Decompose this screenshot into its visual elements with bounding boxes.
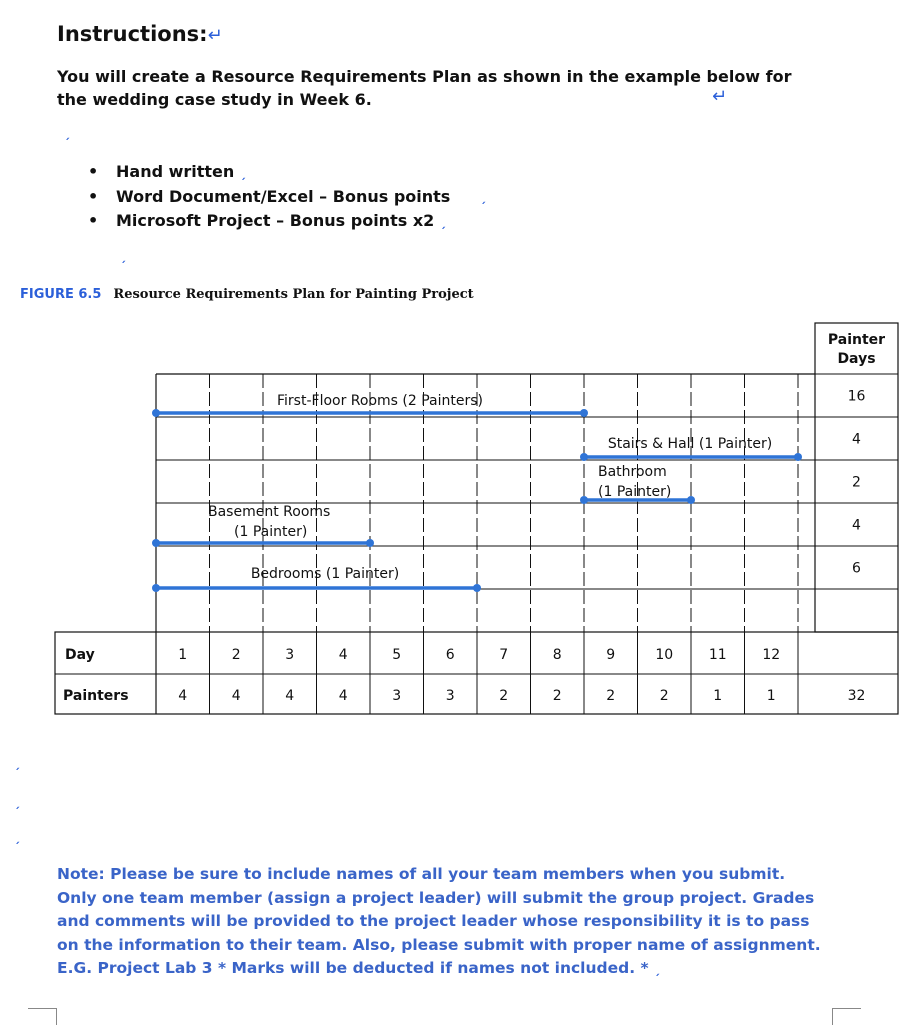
- figure-title: Resource Requirements Plan for Painting Project: [113, 287, 474, 302]
- day-number: 4: [338, 647, 348, 663]
- painter-days-value: 4: [852, 517, 861, 534]
- intro-paragraph: You will create a Resource Requirements Plan as shown in the example below for the wedding case study in Week 6.: [57, 67, 792, 109]
- bullet-item: • Hand written ˏ: [88, 160, 450, 185]
- painters-count: 3: [445, 688, 455, 704]
- page-corner-right: [832, 1008, 861, 1025]
- painter-days-value: 16: [847, 388, 866, 405]
- day-number: 8: [552, 647, 562, 663]
- day-number: 7: [499, 647, 509, 663]
- day-number: 12: [762, 647, 781, 663]
- task-bar-end: [366, 539, 374, 547]
- day-number: 11: [708, 647, 727, 663]
- paragraph-mark: ˏ: [64, 126, 70, 140]
- painters-count: 4: [231, 688, 241, 704]
- submission-note: Note: Please be sure to include names of all your team members when you submit. Only one team member (assign a project leader) will submit the group project. Grades and comments will be provided to the project leader whose responsibility it is to pass on the information to their team. Also, please submit with proper name of assignment. E.G. Project Lab 3 * Marks will be deducted if names not included. * ˏ: [57, 865, 821, 977]
- day-number: 1: [178, 647, 188, 663]
- page-corner-left: [28, 1008, 57, 1025]
- task-bar-start: [152, 409, 160, 417]
- bullet-item: • Microsoft Project – Bonus points x2 ˏ: [88, 209, 450, 234]
- task-bar-start: [152, 539, 160, 547]
- paragraph-mark: ˏ: [14, 795, 20, 809]
- task-label: (1 Painter): [234, 524, 308, 540]
- painters-count: 4: [178, 688, 188, 704]
- painter-days-value: 2: [852, 474, 861, 491]
- task-bar-end: [580, 409, 588, 417]
- painters-count: 4: [285, 688, 295, 704]
- task-bar-start: [580, 453, 588, 461]
- task-bar-start: [580, 496, 588, 504]
- day-number: 5: [392, 647, 402, 663]
- painters-count: 2: [552, 688, 562, 704]
- task-bar-end: [687, 496, 695, 504]
- painter-days-value: 4: [852, 431, 861, 448]
- painter-days-header: Days: [837, 351, 876, 367]
- paragraph-mark: ˏ: [480, 190, 486, 204]
- painter-days-total: 32: [847, 688, 866, 704]
- task-label: (1 Painter): [598, 484, 672, 500]
- return-icon-2: ↵: [712, 86, 728, 107]
- task-label: First-Floor Rooms (2 Painters): [277, 393, 483, 409]
- instructions-title: Instructions:↵: [57, 22, 223, 46]
- figure-number: FIGURE 6.5: [20, 287, 102, 302]
- bullet-item: • Word Document/Excel – Bonus points: [88, 185, 450, 209]
- day-number: 2: [231, 647, 241, 663]
- task-label: Bathroom: [598, 464, 667, 480]
- task-label: Bedrooms (1 Painter): [250, 566, 400, 582]
- painters-count: 2: [659, 688, 669, 704]
- paragraph-mark: ˏ: [14, 756, 20, 770]
- painters-count: 4: [338, 688, 348, 704]
- day-number: 6: [445, 647, 455, 663]
- paragraph-mark: ˏ: [14, 830, 20, 844]
- painters-row-label: Painters: [63, 688, 129, 704]
- painters-count: 3: [392, 688, 402, 704]
- painters-count: 2: [499, 688, 509, 704]
- painters-count: 2: [606, 688, 616, 704]
- painter-days-header: Painter: [827, 332, 886, 348]
- day-row-label: Day: [65, 647, 95, 663]
- paragraph-mark: ˏ: [120, 249, 126, 263]
- painter-days-value: 6: [852, 560, 861, 577]
- task-bar-end: [794, 453, 802, 461]
- plan-labels: [63, 332, 885, 704]
- task-bar-start: [152, 584, 160, 592]
- day-number: 3: [285, 647, 295, 663]
- day-number: 9: [606, 647, 616, 663]
- task-label: Stairs & Hall (1 Painter): [607, 436, 773, 452]
- painters-count: 1: [713, 688, 723, 704]
- painters-count: 1: [766, 688, 776, 704]
- day-number: 10: [655, 647, 674, 663]
- return-icon: ↵: [207, 25, 223, 46]
- task-label: Basement Rooms: [208, 504, 331, 520]
- task-bar-end: [473, 584, 481, 592]
